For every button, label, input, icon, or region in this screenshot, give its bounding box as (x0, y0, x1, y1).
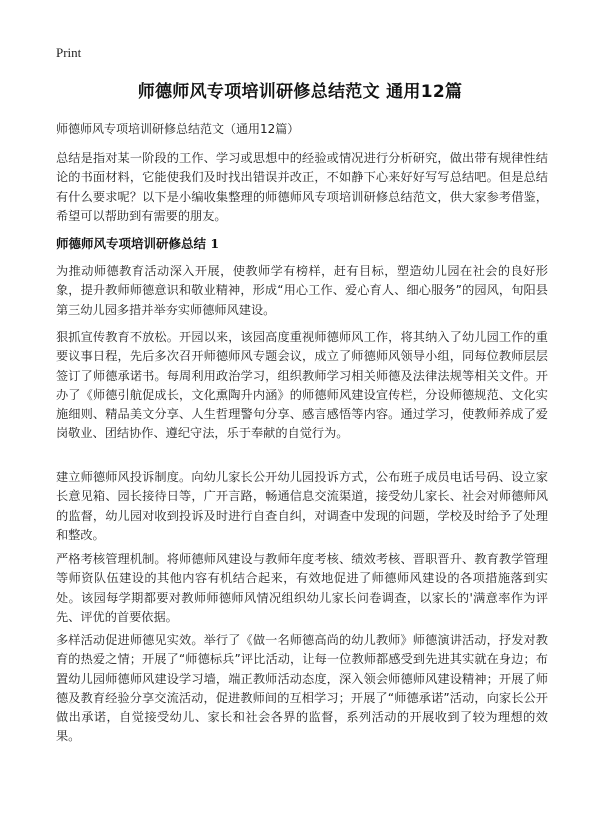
page-title: 师德师风专项培训研修总结范文 通用12篇 (137, 82, 463, 102)
body-paragraph: 为推动师德教育活动深入开展，使教师学有榜样，赶有目标，塑造幼儿园在社会的良好形象，提升教师师德意识和敬业精神，形成“用心工作、爱心育人、细心服务”的园风，旬阳县第三幼儿园多措并举夯实师德师风建设。 (56, 264, 548, 317)
body-paragraph: 狠抓宣传教育不放松。开园以来，该园高度重视师德师风工作，将其纳入了幼儿园工作的重要议事日程，先后多次召开师德师风专题会议，成立了师德师风领导小组，同每位教师层层签订了师德承诺书。每周利用政治学习，组织教师学习相关师德及法律法规等相关文件。开办了《师德引航促成长，文化熏陶升内涵》的师德师风建设宣传栏，分设师德规范、文化实施细则、精品美文分享、人生哲理警句分享、感言感悟等内容。通过学习，使教师养成了爱岗敬业、团结协作、遵纪守法，乐于奉献的自觉行为。 (56, 330, 548, 441)
section-heading: 师德师风专项培训研修总结 1 (56, 236, 220, 251)
document-subtitle: 师德师风专项培训研修总结范文（通用12篇） (56, 122, 300, 136)
body-paragraph: 多样活动促进师德见实效。举行了《做一名师德高尚的幼儿教师》师德演讲活动，抒发对教育的热爱之情；开展了“师德标兵”评比活动，让每一位教师都感受到先进其实就在身边；布置幼儿园师德师风建设学习墙，端正教师活动态度，深入领会师德师风建设精神；开展了师德及教育经验分享交流活动，促进教师间的互相学习；开展了“师德承诺”活动，向家长公开做出承诺，自觉接受幼儿、家长和社会各界的监督，系列活动的开展收到了较为理想的效果。 (56, 633, 548, 744)
body-paragraph: 建立师德师风投诉制度。向幼儿家长公开幼儿园投诉方式，公布班子成员电话号码、设立家长意见箱、园长接待日等，广开言路，畅通信息交流渠道，接受幼儿家长、社会对师德师风的监督，幼儿园对收到投诉及时进行自查自纠，对调查中发现的问题，学校及时给予了处理和整改。 (56, 470, 548, 542)
print-link[interactable]: Print (56, 45, 82, 60)
intro-paragraph: 总结是指对某一阶段的工作、学习或思想中的经验或情况进行分析研究，做出带有规律性结论的书面材料，它能使我们及时找出错误并改正，不如静下心来好好写写总结吧。但是总结有什么要求呢？以下是小编收集整理的师德师风专项培训研修总结范文，供大家参考借鉴，希望可以帮助到有需要的朋友。 (56, 151, 548, 223)
body-paragraph: 严格考核管理机制。将师德师风建设与教师年度考核、绩效考核、晋职晋升、教育教学管理等师资队伍建设的其他内容有机结合起来，有效地促进了师德师风建设的各项措施落到实处。该园每学期都要对教师师德师风情况组织幼儿家长问卷调查，以家长的'满意率作为评先、评优的首要依据。 (56, 552, 548, 624)
